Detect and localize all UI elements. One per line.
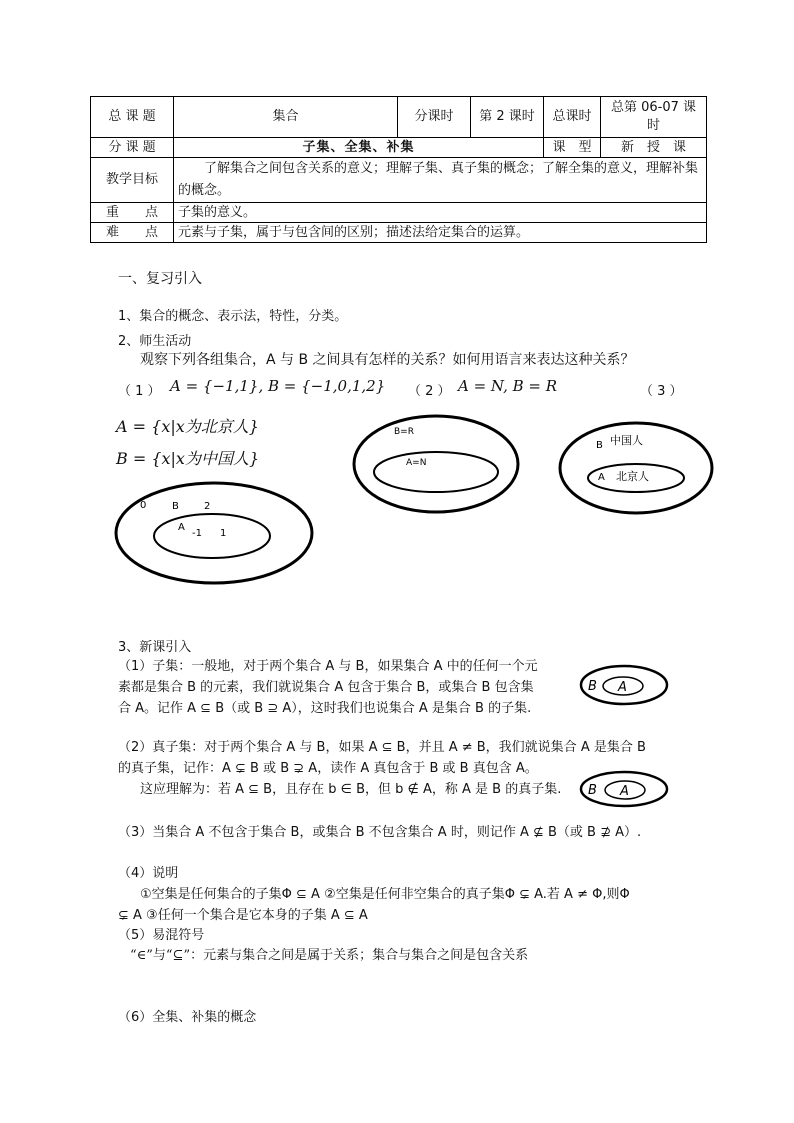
subset-definition (118, 656, 573, 719)
label-key-point: 重 点 (91, 203, 174, 223)
total-topic-value: 集合 (174, 97, 398, 138)
explanation-line-1: ①空集是任何集合的子集Φ ⊆ A ②空集是任何非空集合的真子集Φ ⊊ A.若 A ≠ Φ,则Φ (140, 887, 630, 902)
diagram2-outer-label: B=R (394, 427, 414, 437)
diagram1-label-b: B (172, 501, 179, 512)
explanation-title: （4）说明 (118, 866, 179, 881)
confusing-symbols-title: （5）易混符号 (118, 928, 205, 943)
subset-line-2: 素都是集合 B 的元素，我们就说集合 A 包含于集合 B，或集合 B 包含集 (118, 680, 534, 695)
diagram3-label-a: A (598, 472, 605, 483)
lesson-header-table (90, 96, 707, 243)
proper-venn-label-b: B (588, 783, 597, 798)
lesson-type-value: 新 授 课 (601, 138, 707, 158)
example-1-sets: A = {−1,1}, B = {−1,0,1,2} (170, 377, 386, 395)
key-point-value: 子集的意义。 (174, 203, 707, 223)
example-3-number: （ 3 ） (640, 384, 683, 399)
subset-line-3: 合 A。记作 A ⊆ B（或 B ⊇ A），这时我们也说集合 A 是集合 B 的子集. (118, 701, 532, 716)
explanation-line-2: ⊊ A ③任何一个集合是它本身的子集 A ⊆ A (118, 908, 368, 923)
difficulty-value: 元素与子集，属于与包含间的区别；描述法给定集合的运算。 (174, 223, 707, 243)
example-3-set-a: A = {x|x为北京人} (116, 417, 259, 436)
diagram1-label-a: A (178, 522, 185, 533)
venn-diagram-example-1 (112, 478, 317, 588)
review-question: 观察下列各组集合，A 与 B 之间具有怎样的关系？如何用语言来表达这种关系？ (140, 352, 635, 368)
venn-diagram-example-3 (556, 418, 718, 518)
label-total-lessons: 总课时 (544, 97, 601, 138)
label-lesson-type: 课 型 (544, 138, 601, 158)
diagram2-inner-label: A=N (406, 458, 427, 468)
example-2-number: （ 2 ） (408, 384, 451, 399)
subset-venn-label-b: B (588, 679, 597, 694)
sub-lesson-value: 第 2 课时 (471, 97, 544, 138)
sub-topic-value: 子集、全集、补集 (174, 138, 544, 158)
example-2-sets: A = N, B = R (458, 377, 558, 395)
diagram1-element-minus1: -1 (192, 528, 202, 539)
subset-venn-diagram (578, 662, 670, 708)
proper-venn-label-a: A (620, 784, 629, 799)
total-lessons-value: 总第 06-07 课时 (601, 97, 707, 138)
venn-diagram-example-2 (350, 410, 525, 520)
objectives-value: 了解集合之间包含关系的意义；理解子集、真子集的概念；了解全集的意义，理解补集的概念。 (174, 158, 707, 203)
example-1-number: （ 1 ） (118, 384, 161, 399)
subset-venn-label-a: A (618, 680, 627, 695)
universal-complement-title: （6）全集、补集的概念 (118, 1010, 257, 1025)
label-sub-topic: 分 课 题 (91, 138, 174, 158)
diagram1-element-2: 2 (204, 501, 211, 512)
proper-subset-line-2: 的真子集，记作：A ⊊ B 或 B ⊋ A，读作 A 真包含于 B 或 B 真包含 A。 (118, 761, 538, 776)
section-new-lesson-title: 3、新课引入 (118, 640, 192, 655)
label-objectives: 教学目标 (91, 158, 174, 203)
confusing-symbols-line: “∈”与“⊆”：元素与集合之间是属于关系；集合与集合之间是包含关系 (130, 948, 529, 963)
label-sub-lesson: 分课时 (398, 97, 471, 138)
review-item-2: 2、师生活动 (118, 334, 192, 349)
label-difficulty: 难 点 (91, 223, 174, 243)
diagram1-element-0: 0 (140, 500, 147, 511)
proper-subset-line-1: （2）真子集：对于两个集合 A 与 B，如果 A ⊆ B，并且 A ≠ B，我们就说集合 A 是集合 B (118, 740, 646, 755)
not-subset-statement: （3）当集合 A 不包含于集合 B，或集合 B 不包含集合 A 时，则记作 A ⊈ B（或 B ⊉ A）. (118, 825, 642, 840)
diagram3-label-b: B (596, 440, 603, 451)
label-total-topic: 总 课 题 (91, 97, 174, 138)
proper-subset-venn-diagram (578, 768, 670, 810)
proper-subset-line-3: 这应理解为：若 A ⊆ B，且存在 b ∈ B，但 b ∉ A，称 A 是 B 的真子集. (140, 782, 562, 797)
review-item-1: 1、集合的概念、表示法，特性，分类。 (118, 309, 348, 324)
example-3-set-b: B = {x|x为中国人} (116, 449, 260, 468)
section-review-title: 一、复习引入 (118, 271, 202, 287)
diagram3-outer-label: 中国人 (610, 434, 643, 447)
diagram3-inner-label: 北京人 (616, 470, 649, 483)
diagram1-element-1: 1 (220, 528, 227, 539)
subset-line-1: （1）子集：一般地，对于两个集合 A 与 B，如果集合 A 中的任何一个元 (118, 659, 538, 674)
